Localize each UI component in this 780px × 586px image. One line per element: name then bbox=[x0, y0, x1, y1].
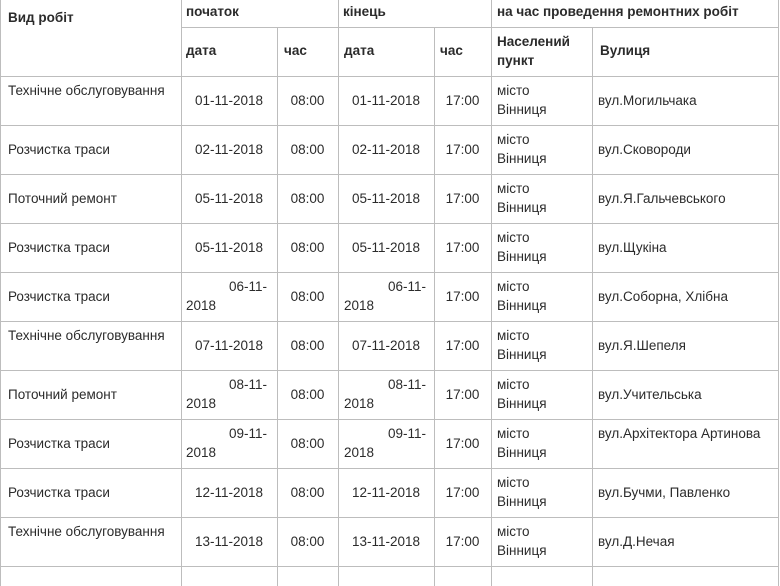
header-settlement: Населений пункт bbox=[497, 34, 570, 68]
divider-line bbox=[0, 468, 778, 469]
header-end-date: дата bbox=[344, 43, 375, 58]
end-date: 01-11-2018 bbox=[351, 93, 421, 108]
end-time: 17:00 bbox=[445, 534, 480, 549]
start-time: 08:00 bbox=[290, 534, 325, 549]
work-type: Технічне обслуговування bbox=[8, 328, 165, 343]
start-date: 06-11- bbox=[228, 279, 267, 294]
end-time: 17:00 bbox=[445, 436, 480, 451]
settlement: місто Вінниця bbox=[497, 426, 547, 460]
end-date: 12-11-2018 bbox=[351, 485, 421, 500]
divider-line bbox=[277, 27, 278, 586]
start-date: 08-11- bbox=[228, 377, 267, 392]
header-start-date: дата bbox=[186, 43, 217, 58]
end-time: 17:00 bbox=[445, 289, 480, 304]
divider-line bbox=[0, 0, 1, 586]
end-date: 07-11-2018 bbox=[351, 338, 421, 353]
start-date: 07-11-2018 bbox=[194, 338, 264, 353]
settlement: місто Вінниця bbox=[497, 377, 547, 411]
divider-line bbox=[592, 27, 593, 586]
end-time: 17:00 bbox=[445, 93, 480, 108]
divider-line bbox=[0, 419, 778, 420]
header-end: кінець bbox=[343, 4, 386, 19]
settlement: місто Вінниця bbox=[497, 181, 547, 215]
header-work-type: Вид робіт bbox=[8, 10, 74, 25]
settlement: місто Вінниця bbox=[497, 328, 547, 362]
header-outage-bottom: на час проведення ремонтних робіт bbox=[497, 4, 739, 19]
divider-line bbox=[778, 0, 779, 586]
street: вул.Я.Шепеля bbox=[598, 338, 686, 353]
end-date: 08-11- bbox=[387, 377, 426, 392]
start-date-year: 2018 bbox=[186, 396, 217, 411]
end-time: 17:00 bbox=[445, 191, 480, 206]
start-time: 08:00 bbox=[290, 338, 325, 353]
divider-line bbox=[0, 566, 778, 567]
end-date: 13-11-2018 bbox=[351, 534, 421, 549]
start-date: 09-11- bbox=[228, 426, 267, 441]
divider-line bbox=[181, 0, 182, 586]
start-date: 01-11-2018 bbox=[194, 93, 264, 108]
start-time: 08:00 bbox=[290, 142, 325, 157]
divider-line bbox=[0, 517, 778, 518]
work-type: Технічне обслуговування bbox=[8, 524, 165, 539]
divider-line bbox=[491, 0, 492, 586]
work-type: Розчистка траси bbox=[8, 240, 110, 255]
end-time: 17:00 bbox=[445, 387, 480, 402]
divider-line bbox=[0, 370, 778, 371]
header-street: Вулиця bbox=[600, 43, 651, 58]
street: вул.Учительська bbox=[598, 387, 702, 402]
divider-line bbox=[338, 0, 339, 586]
start-date-year: 2018 bbox=[186, 445, 217, 460]
start-date: 05-11-2018 bbox=[194, 191, 264, 206]
street: вул.Сковороди bbox=[598, 142, 691, 157]
divider-line bbox=[0, 174, 778, 175]
divider-line bbox=[181, 27, 778, 28]
work-type: Поточний ремонт bbox=[8, 387, 117, 402]
street: вул.Щукіна bbox=[598, 240, 667, 255]
work-type: Поточний ремонт bbox=[8, 191, 117, 206]
divider-line bbox=[434, 27, 435, 586]
start-time: 08:00 bbox=[290, 485, 325, 500]
start-date: 02-11-2018 bbox=[194, 142, 264, 157]
street: вул.Архітектора Артинова bbox=[598, 426, 761, 441]
start-time: 08:00 bbox=[290, 93, 325, 108]
work-type: Розчистка траси bbox=[8, 436, 110, 451]
street: вул.Соборна, Хлібна bbox=[598, 289, 729, 304]
settlement: місто Вінниця bbox=[497, 279, 547, 313]
end-date-year: 2018 bbox=[344, 445, 375, 460]
divider-line bbox=[0, 272, 778, 273]
start-time: 08:00 bbox=[290, 289, 325, 304]
start-time: 08:00 bbox=[290, 191, 325, 206]
street: вул.Д.Нечая bbox=[598, 534, 675, 549]
work-type: Розчистка траси bbox=[8, 289, 110, 304]
start-time: 08:00 bbox=[290, 387, 325, 402]
end-date-year: 2018 bbox=[344, 298, 375, 313]
end-date: 09-11- bbox=[387, 426, 426, 441]
settlement: місто Вінниця bbox=[497, 524, 547, 558]
settlement: місто Вінниця bbox=[497, 132, 547, 166]
divider-line bbox=[0, 321, 778, 322]
settlement: місто Вінниця bbox=[497, 475, 547, 509]
work-type: Розчистка траси bbox=[8, 142, 110, 157]
start-date-year: 2018 bbox=[186, 298, 217, 313]
divider-line bbox=[0, 125, 778, 126]
end-date: 06-11- bbox=[387, 279, 426, 294]
settlement: місто Вінниця bbox=[497, 83, 547, 117]
divider-line bbox=[0, 76, 778, 77]
work-type: Технічне обслуговування bbox=[8, 83, 165, 98]
end-time: 17:00 bbox=[445, 485, 480, 500]
start-time: 08:00 bbox=[290, 240, 325, 255]
end-date: 05-11-2018 bbox=[351, 191, 421, 206]
work-type: Розчистка траси bbox=[8, 485, 110, 500]
street: вул.Я.Гальчевського bbox=[598, 191, 726, 206]
street: вул.Могильчака bbox=[598, 93, 697, 108]
end-time: 17:00 bbox=[445, 240, 480, 255]
start-date: 12-11-2018 bbox=[194, 485, 264, 500]
header-start: початок bbox=[186, 4, 239, 19]
end-time: 17:00 bbox=[445, 338, 480, 353]
end-date: 05-11-2018 bbox=[351, 240, 421, 255]
settlement: місто Вінниця bbox=[497, 230, 547, 264]
header-end-time: час bbox=[440, 43, 463, 58]
street: вул.Бучми, Павленко bbox=[598, 485, 731, 500]
end-time: 17:00 bbox=[445, 142, 480, 157]
start-date: 13-11-2018 bbox=[194, 534, 264, 549]
start-time: 08:00 bbox=[290, 436, 325, 451]
divider-line bbox=[0, 223, 778, 224]
end-date-year: 2018 bbox=[344, 396, 375, 411]
end-date: 02-11-2018 bbox=[351, 142, 421, 157]
start-date: 05-11-2018 bbox=[194, 240, 264, 255]
header-start-time: час bbox=[284, 43, 307, 58]
